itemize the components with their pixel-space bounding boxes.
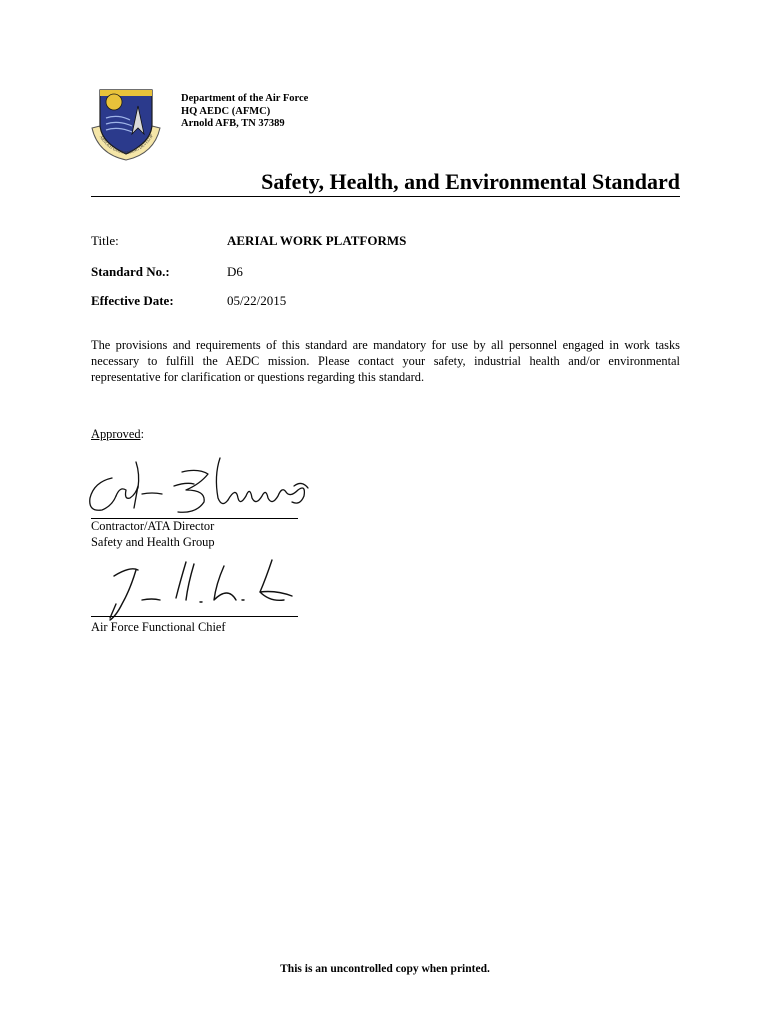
approved-word: Approved — [91, 427, 141, 441]
signer-1-title: Contractor/ATA Director — [91, 519, 215, 533]
signer-2-caption — [91, 619, 226, 635]
emblem-ribbon-text: ARNOLD ENGINEERING DEVELOP — [98, 133, 155, 156]
standard-number-value: D6 — [227, 264, 243, 279]
signer-1-group: Safety and Health Group — [91, 535, 215, 549]
document-title-rule — [91, 170, 680, 197]
approved-label — [91, 427, 144, 442]
signature-2-image — [96, 556, 306, 622]
effective-date-label: Effective Date: — [91, 293, 174, 308]
document-title: Safety, Health, and Environmental Standard — [261, 169, 680, 194]
effective-date-value: 05/22/2015 — [227, 293, 287, 308]
signer-1-caption — [91, 518, 215, 550]
org-line-1: Department of the Air Force — [181, 93, 309, 104]
org-header — [181, 93, 308, 131]
signer-2-title: Air Force Functional Chief — [91, 620, 226, 634]
standard-number-label: Standard No.: — [91, 264, 170, 279]
org-line-2: HQ AEDC (AFMC) — [181, 105, 271, 117]
approved-colon: : — [140, 427, 145, 441]
signature-1-image — [86, 456, 316, 520]
uncontrolled-copy-note: This is an uncontrolled copy when printed. — [280, 963, 490, 975]
provisions-paragraph: The provisions and requirements of this standard are mandatory for use by all personnel engaged in work tasks necessary to fulfill the AEDC mission. Please contact your safety, industrial health and/or environmental representative for clarification or questions regarding this standard. — [91, 338, 680, 384]
signature-2-line — [91, 616, 298, 617]
aedc-emblem-icon — [88, 84, 164, 162]
title-value: AERIAL WORK PLATFORMS — [227, 233, 407, 248]
title-label: Title: — [91, 233, 119, 248]
org-line-3: Arnold AFB, TN 37389 — [181, 118, 285, 129]
